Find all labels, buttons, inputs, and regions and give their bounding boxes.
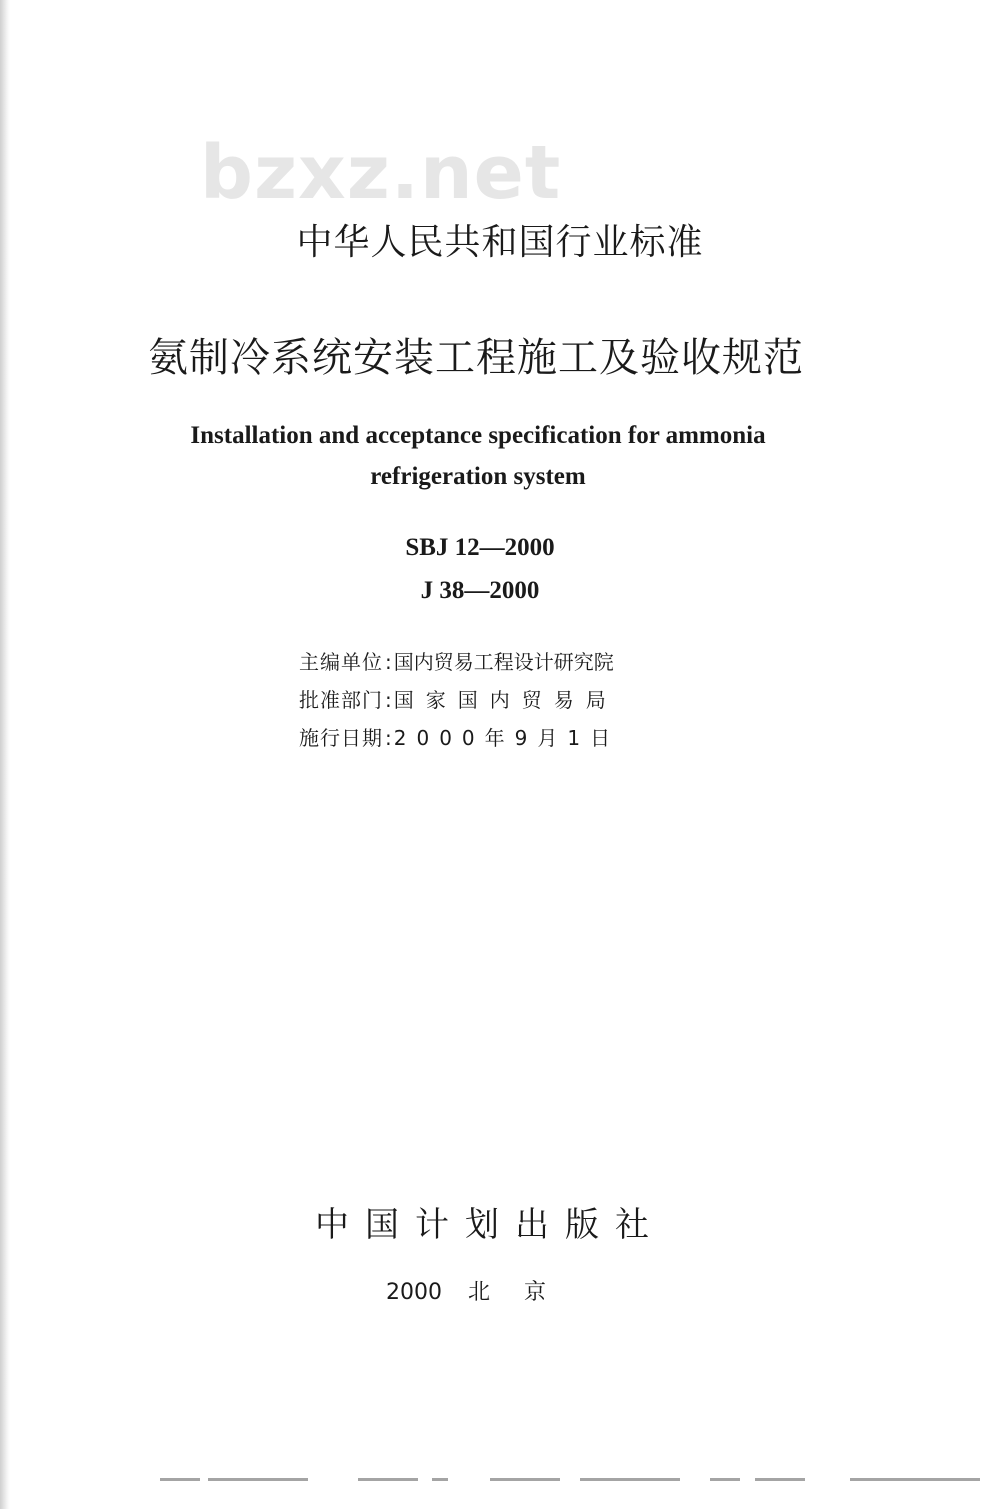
colon: : [385,650,392,674]
effective-date-row [299,719,719,757]
title-english-line-2: refrigeration system [370,463,586,490]
approver-label: 批准部门 [299,688,383,712]
scan-mark [160,1478,200,1481]
approver-row [299,681,719,719]
standard-code-primary: SBJ 12—2000 [405,534,555,561]
effective-date-label: 施行日期 [299,726,383,750]
effective-date-value: 2000年9月1日 [393,726,621,750]
publication-year: 2000 [386,1280,442,1305]
scan-mark [710,1478,740,1481]
scan-mark [755,1478,805,1481]
standard-classification: 中华人民共和国行业标准 [296,222,704,263]
publication-city: 北京 [468,1280,581,1305]
scan-mark [208,1478,308,1481]
metadata-block [299,643,719,757]
publication-line [386,1275,580,1311]
scan-artifact-marks [160,1478,980,1484]
editor-row [299,643,719,681]
colon: : [385,726,392,750]
editor-value: 国内贸易工程设计研究院 [393,650,614,674]
scan-mark [580,1478,680,1481]
editor-label: 主编单位 [299,650,383,674]
title-english-line-1: Installation and acceptance specification for ammonia [190,422,766,449]
scan-mark [432,1478,448,1481]
scan-mark [358,1478,418,1481]
watermark-text: bzxz.net [200,130,562,216]
approver-value: 国家国内贸易局 [393,688,618,712]
scan-mark [850,1478,980,1481]
colon: : [385,688,392,712]
scan-mark [490,1478,560,1481]
publisher-name: 中国计划出版社 [315,1205,665,1245]
title-chinese: 氨制冷系统安装工程施工及验收规范 [148,335,804,381]
standard-code-secondary: J 38—2000 [420,577,540,604]
